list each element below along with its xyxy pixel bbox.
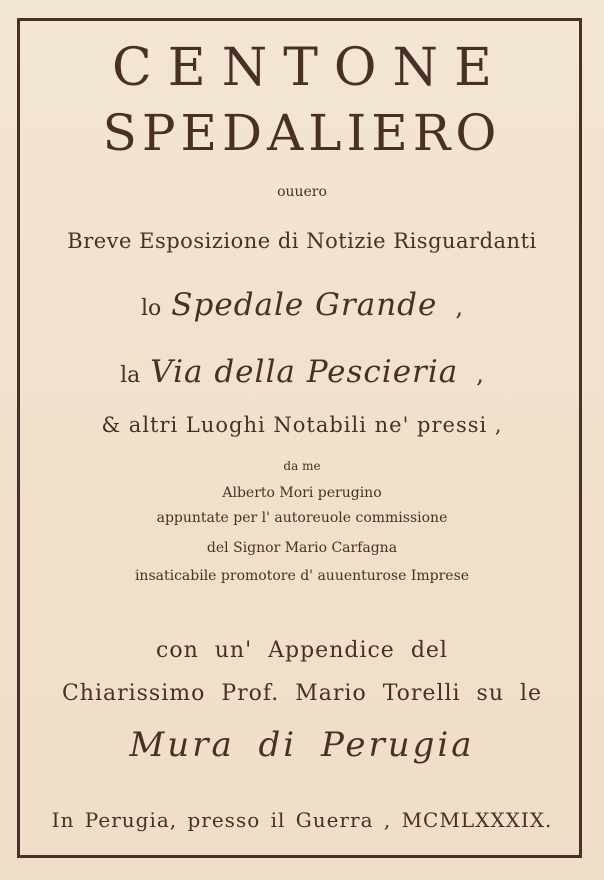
connector-word: ouuero: [277, 184, 327, 200]
credit-line-4: del Signor Mario Carfagna: [206, 540, 398, 556]
place-spedale-name: Spedale Grande: [171, 287, 438, 323]
place-spedale: [0, 287, 604, 323]
imprint: In Perugia, presso il Guerra , MCMLXXXIX.: [51, 808, 553, 832]
appendix-line-2: Chiarissimo Prof. Mario Torelli su le: [61, 681, 543, 706]
subtitle: Breve Esposizione di Notizie Risguardanti: [67, 229, 537, 253]
place-spedale-comma: ,: [455, 293, 463, 321]
title-line-1: CENTONE: [111, 38, 509, 98]
title-line-2: SPEDALIERO: [102, 104, 502, 162]
place-pescieria-prefix: la: [120, 363, 141, 388]
other-places: & altri Luoghi Notabili ne' pressi ,: [101, 413, 503, 437]
place-pescieria-name: Via della Pescieria: [150, 354, 459, 390]
place-pescieria-comma: ,: [476, 360, 484, 388]
appendix-line-1: con un' Appendice del: [156, 638, 448, 663]
credit-line-1: da me: [283, 459, 321, 473]
place-spedale-prefix: lo: [140, 296, 162, 321]
appendix-title: Mura di Perugia: [129, 725, 475, 765]
credit-line-5: insaticabile promotore d' auuenturose Imprese: [134, 568, 470, 584]
place-pescieria: [0, 354, 604, 390]
credit-line-2: Alberto Mori perugino: [222, 485, 382, 501]
credit-line-3: appuntate per l' autoreuole commissione: [156, 510, 448, 526]
